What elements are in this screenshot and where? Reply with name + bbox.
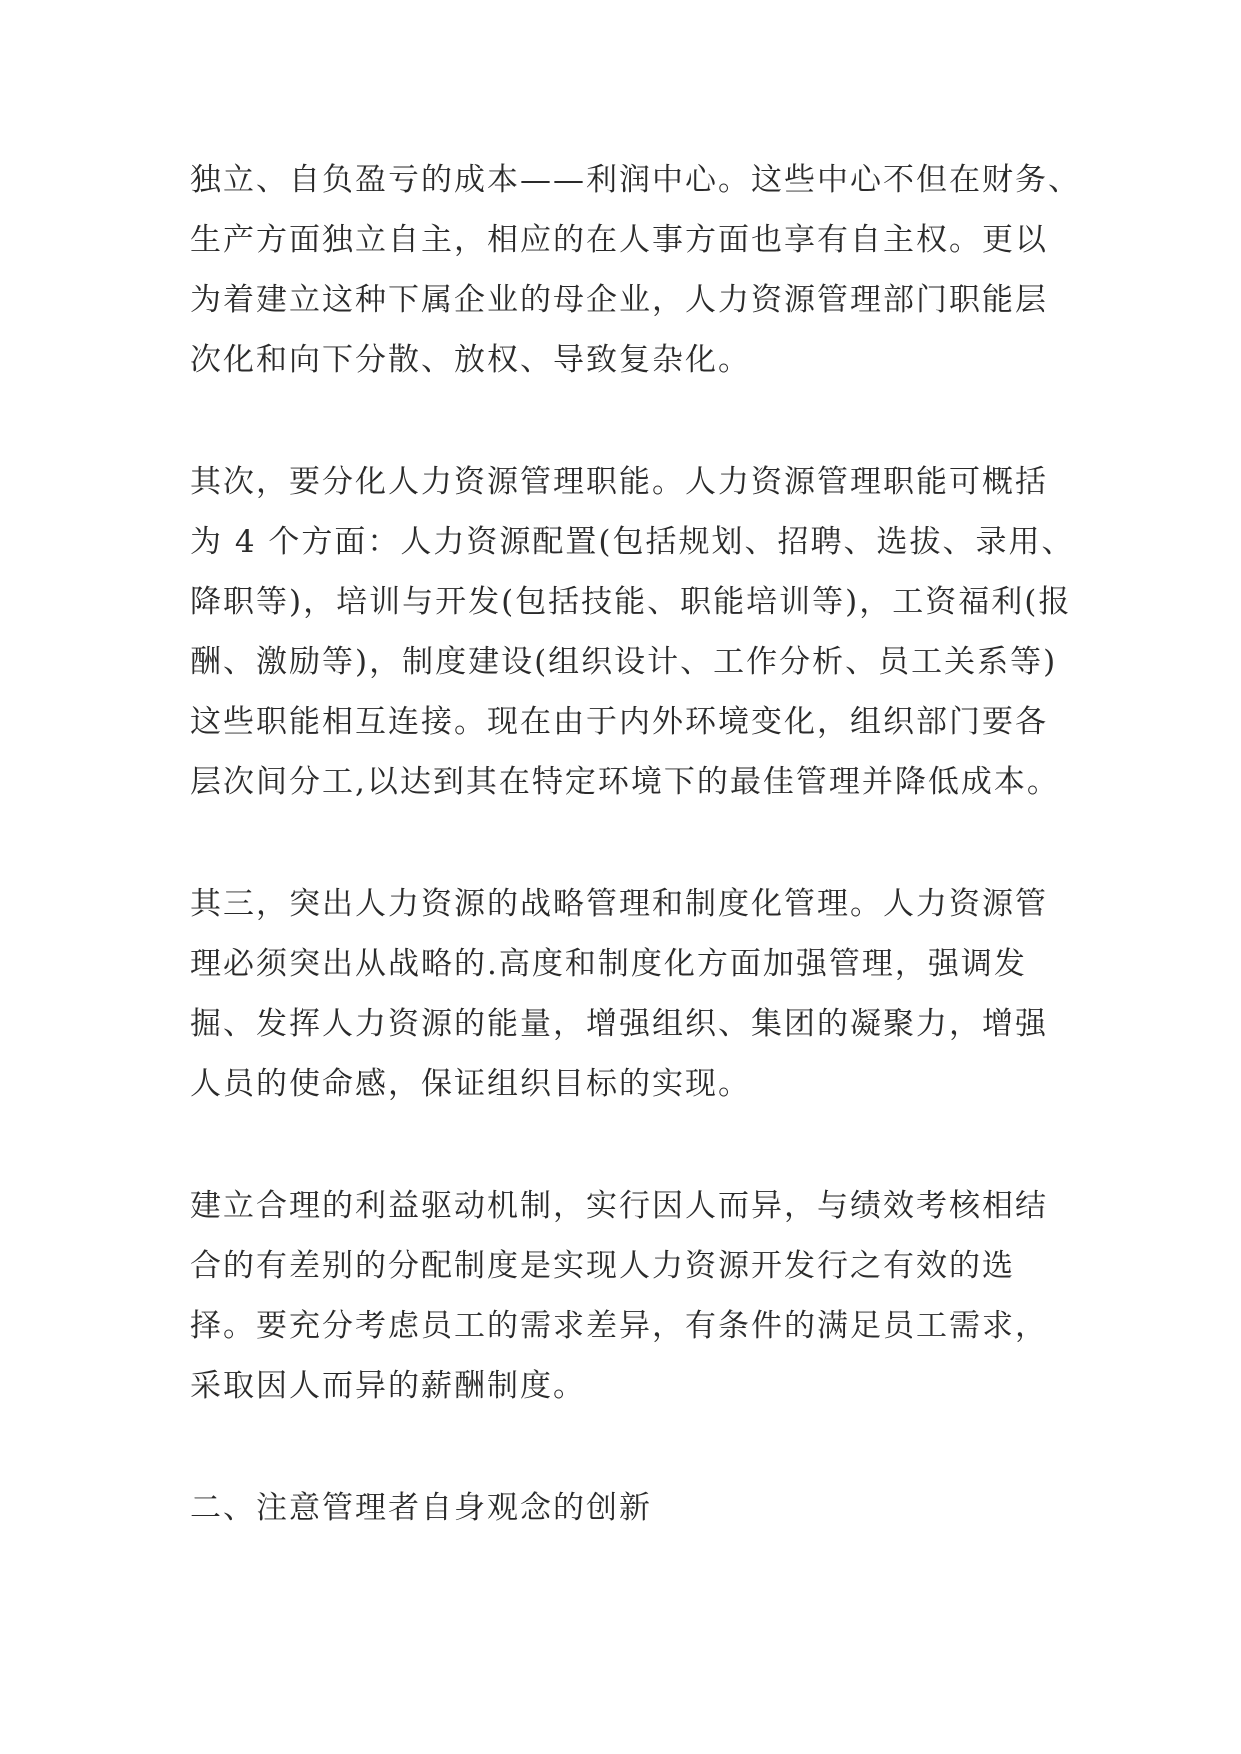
text-line: 择。要充分考虑员工的需求差异，有条件的满足员工需求， xyxy=(190,1308,1048,1344)
text-line: 次化和向下分散、放权、导致复杂化。 xyxy=(190,342,751,378)
text-line: 其次，要分化人力资源管理职能。人力资源管理职能可概括 xyxy=(190,464,1048,500)
text-line: 其三，突出人力资源的战略管理和制度化管理。人力资源管 xyxy=(190,886,1048,922)
text-line: 独立、自负盈亏的成本——利润中心。这些中心不但在财务、 xyxy=(190,162,1081,198)
text-line: 掘、发挥人力资源的能量，增强组织、集团的凝聚力，增强 xyxy=(190,1006,1048,1042)
paragraph-4 xyxy=(190,1176,1070,1416)
text-line: 建立合理的利益驱动机制，实行因人而异，与绩效考核相结 xyxy=(190,1188,1048,1224)
paragraph-1 xyxy=(190,150,1081,390)
text-line: 酬、激励等)，制度建设(组织设计、工作分析、员工关系等) xyxy=(190,644,1058,680)
text-line: 采取因人而异的薪酬制度。 xyxy=(190,1368,586,1404)
text-line: 这些职能相互连接。现在由于内外环境变化，组织部门要各 xyxy=(190,704,1048,740)
text-line: 理必须突出从战略的.高度和制度化方面加强管理，强调发 xyxy=(190,946,1027,982)
text-line: 合的有差别的分配制度是实现人力资源开发行之有效的选 xyxy=(190,1248,1015,1284)
heading-text: 二、注意管理者自身观念的创新 xyxy=(190,1490,652,1526)
text-line: 降职等)，培训与开发(包括技能、职能培训等)，工资福利(报 xyxy=(190,584,1072,620)
section-heading xyxy=(190,1478,1070,1538)
paragraph-3 xyxy=(190,874,1070,1114)
text-line: 为着建立这种下属企业的母企业，人力资源管理部门职能层 xyxy=(190,282,1048,318)
text-line: 为 4 个方面：人力资源配置(包括规划、招聘、选拔、录用、 xyxy=(190,524,1075,560)
document-body xyxy=(190,150,1081,1600)
paragraph-2 xyxy=(190,452,1075,812)
text-line: 生产方面独立自主，相应的在人事方面也享有自主权。更以 xyxy=(190,222,1048,258)
text-line: 人员的使命感，保证组织目标的实现。 xyxy=(190,1066,751,1102)
text-line: 层次间分工,以达到其在特定环境下的最佳管理并降低成本。 xyxy=(190,764,1060,800)
